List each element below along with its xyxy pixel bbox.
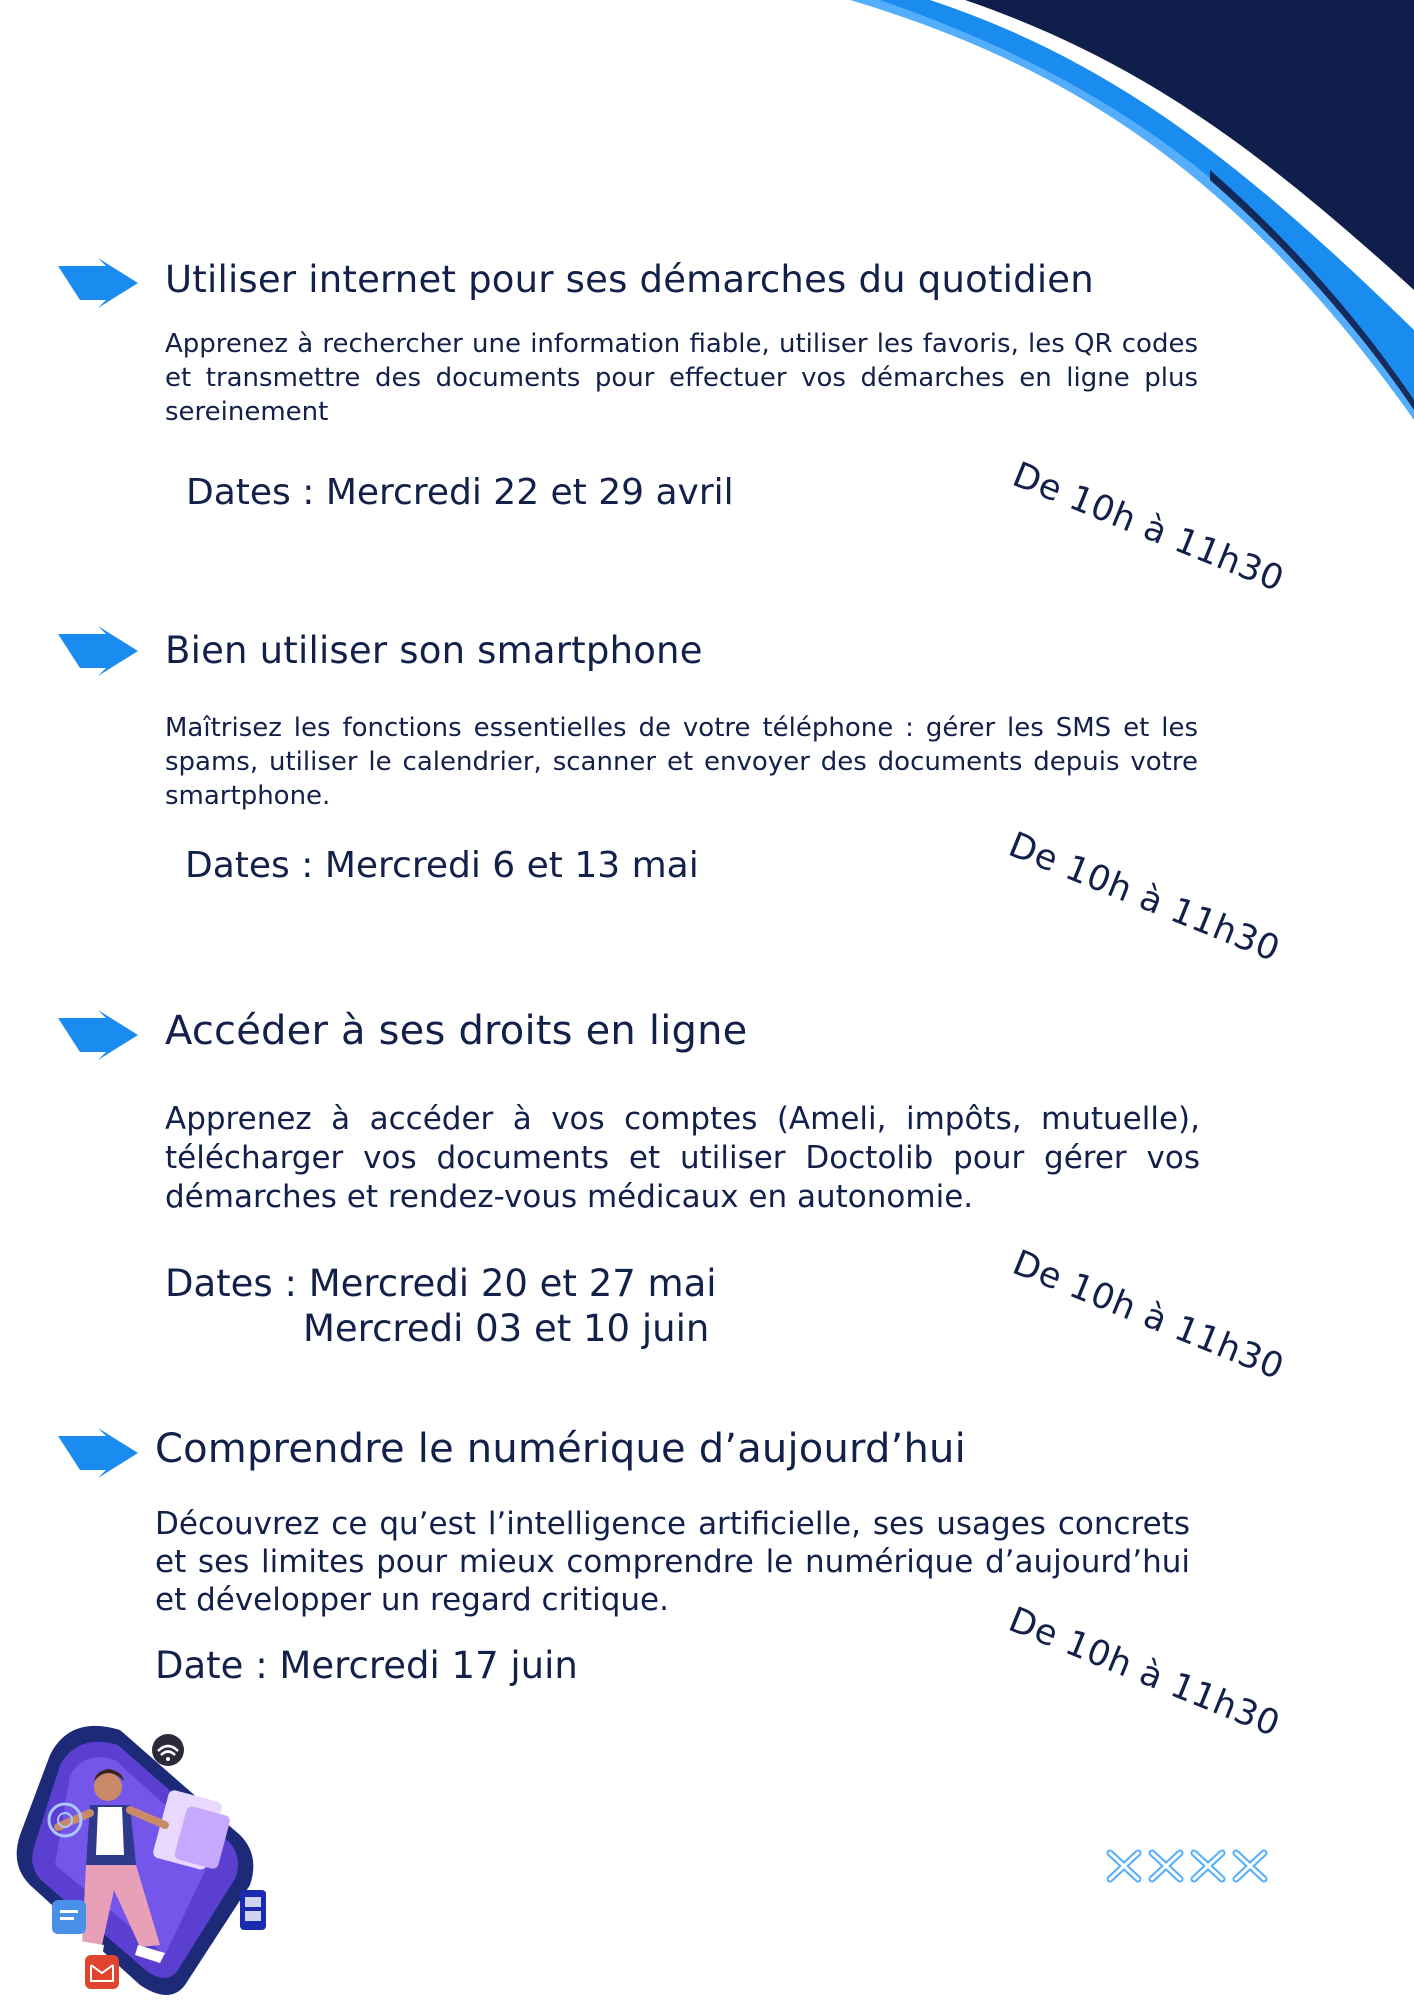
section-description: Apprenez à accéder à vos comptes (Ameli, impôts, mutuelle), télécharger vos documents et utiliser Doctolib pour gérer vos démarches et rendez-vous médicaux en autonomie.	[165, 1101, 1200, 1215]
arrow-right-icon	[58, 626, 138, 676]
section-time: De 10h à 11h30	[1003, 1600, 1286, 1746]
arrow-right-icon	[58, 258, 138, 308]
section-dates: Dates : Mercredi 22 et 29 avril	[186, 472, 734, 513]
section-dates: Dates : Mercredi 6 et 13 mai	[185, 845, 699, 886]
arrow-right-icon	[58, 1428, 138, 1478]
section-description: Découvrez ce qu’est l’intelligence artificielle, ses usages concrets et ses limites pour mieux comprendre le numérique d’aujourd’hui et développer un regard critique.	[155, 1506, 1190, 1618]
section-dates: Dates : Mercredi 20 et 27 mai	[165, 1262, 717, 1305]
section-description: Maîtrisez les fonctions essentielles de votre téléphone : gérer les SMS et les spams, utiliser le calendrier, scanner et envoyer des documents depuis votre smartphone.	[165, 713, 1198, 811]
section-dates-continued: Mercredi 03 et 10 juin	[303, 1307, 710, 1350]
section-title: Utiliser internet pour ses démarches du quotidien	[165, 258, 1094, 301]
arrow-right-icon	[58, 1010, 138, 1060]
section-dates: Date : Mercredi 17 juin	[155, 1644, 578, 1687]
section-time: De 10h à 11h30	[1007, 1243, 1290, 1389]
section-time: De 10h à 11h30	[1003, 825, 1286, 971]
x-mark-icon	[1147, 1848, 1185, 1884]
section-time: De 10h à 11h30	[1007, 455, 1290, 601]
section-description: Apprenez à rechercher une information fiable, utiliser les favoris, les QR codes et transmettre des documents pour effectuer vos démarches en ligne plus sereinement	[165, 329, 1198, 427]
section-title: Accéder à ses droits en ligne	[165, 1008, 748, 1054]
x-marks-decoration	[1105, 1848, 1269, 1884]
x-mark-icon	[1189, 1848, 1227, 1884]
smartphone-person-illustration	[10, 1715, 280, 2000]
x-mark-icon	[1105, 1848, 1143, 1884]
x-mark-icon	[1231, 1848, 1269, 1884]
section-title: Comprendre le numérique d’aujourd’hui	[155, 1426, 966, 1472]
section-title: Bien utiliser son smartphone	[165, 629, 703, 672]
